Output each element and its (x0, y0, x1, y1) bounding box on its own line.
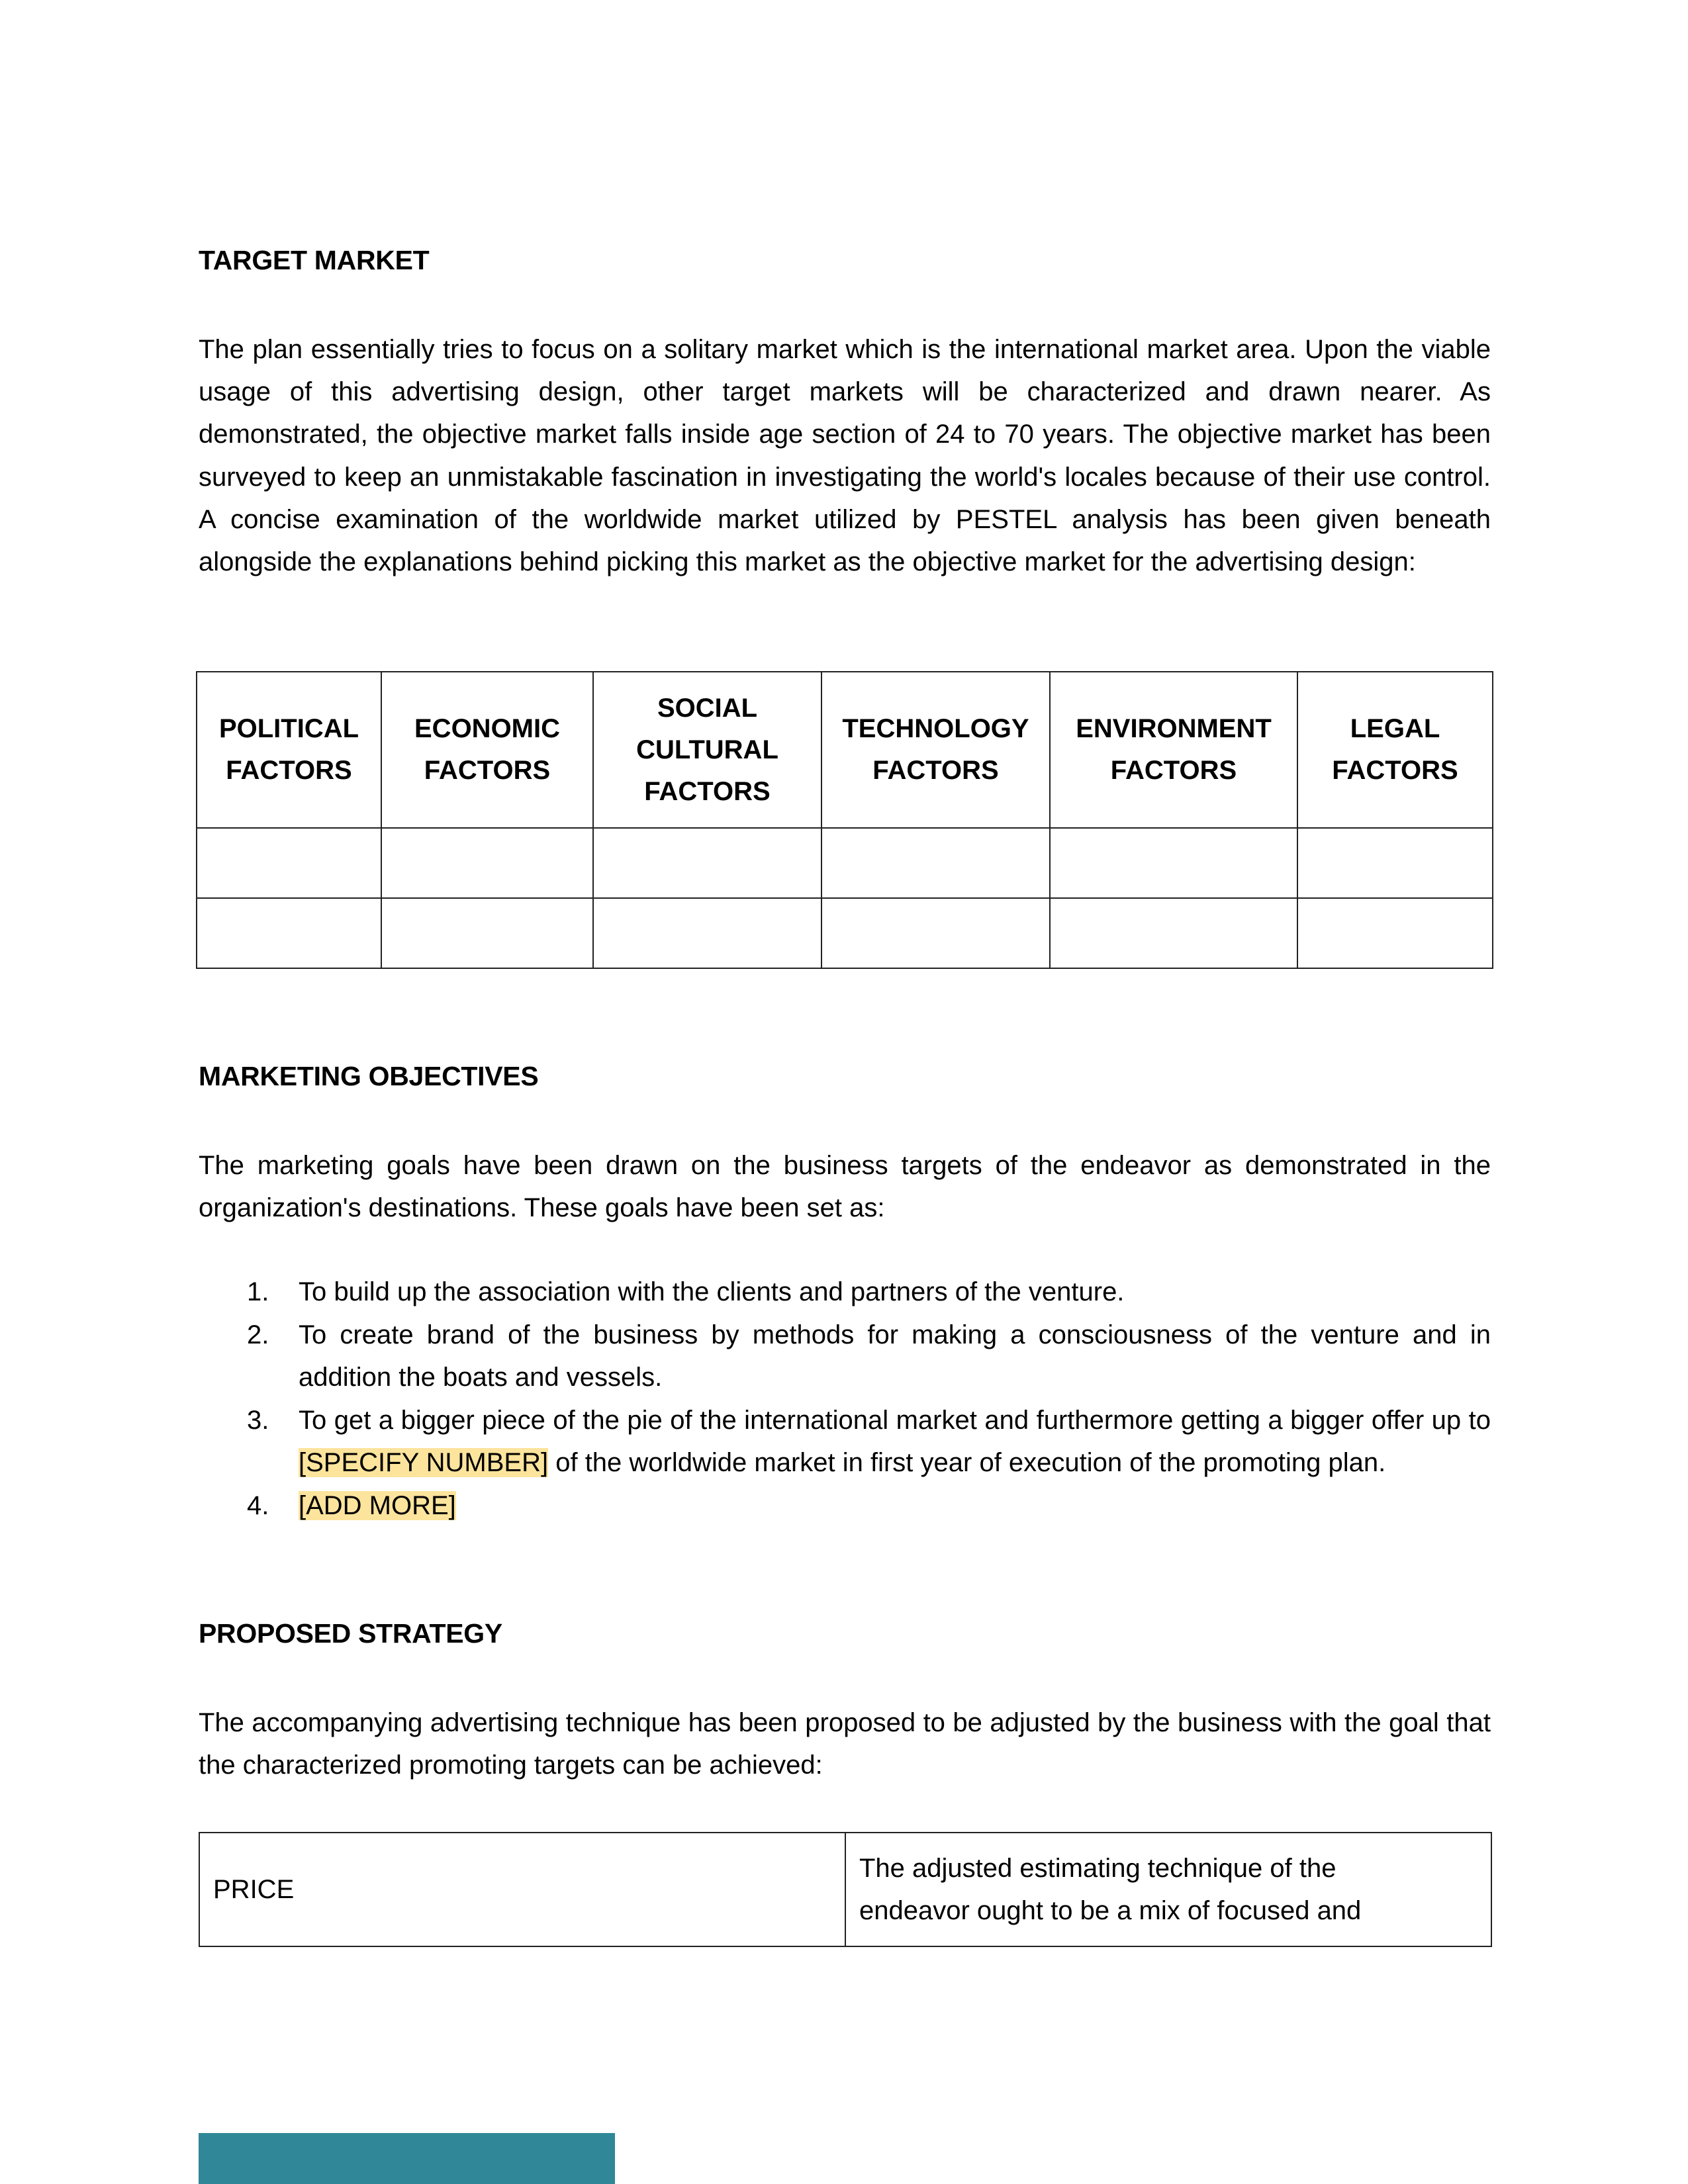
table-cell (197, 898, 381, 968)
target-market-paragraph: The plan essentially tries to focus on a solitary market which is the international market area. Upon the viable usage of this advertising design, other target markets will be characterized and drawn nearer. As demonstrated, the objective market falls inside age section of 24 to 70 years. The objective market has been surveyed to keep an unmistakable fascination in investigating the world's locales because of their use control. A concise examination of the worldwide market utilized by PESTEL analysis has been given beneath alongside the explanations behind picking this market as the objective market for the advertising design: (199, 335, 1491, 577)
table-cell (1050, 828, 1297, 898)
strategy-description-cell (845, 1833, 1491, 1946)
list-item (199, 1314, 1491, 1399)
list-item (199, 1399, 1491, 1484)
list-item (199, 1484, 1491, 1527)
pestel-table (196, 671, 1493, 969)
list-item-text: To create brand of the business by methods for making a consciousness of the venture and in addition the boats and vessels. (299, 1320, 1491, 1392)
strategy-description-line: The adjusted estimating technique of the (859, 1854, 1336, 1883)
list-item-text: To get a bigger piece of the pie of the international market and furthermore getting a bigger offer up to (299, 1405, 1491, 1435)
table-row (199, 1833, 1491, 1946)
table-cell (593, 898, 821, 968)
table-cell (1297, 898, 1493, 968)
list-number: 2. (247, 1320, 269, 1349)
pestel-header-technology: TECHNOLOGY FACTORS (821, 672, 1050, 828)
objectives-list (199, 1271, 1491, 1527)
add-more-placeholder: [ADD MORE] (299, 1490, 456, 1520)
table-cell (1050, 898, 1297, 968)
table-row (197, 898, 1493, 968)
table-cell (1297, 828, 1493, 898)
table-cell (381, 898, 593, 968)
strategy-description-line: endeavor ought to be a mix of focused and (859, 1896, 1362, 1925)
proposed-strategy-paragraph: The accompanying advertising technique has been proposed to be adjusted by the business with the goal that the characterized promoting targets can be achieved: (199, 1708, 1491, 1780)
marketing-objectives-heading: MARKETING OBJECTIVES (199, 1061, 539, 1091)
pestel-header-environment: ENVIRONMENT FACTORS (1050, 672, 1297, 828)
list-number: 1. (247, 1277, 269, 1306)
pestel-header-social-cultural: SOCIAL CULTURAL FACTORS (593, 672, 821, 828)
table-cell (381, 828, 593, 898)
table-cell (197, 828, 381, 898)
strategy-table (199, 1832, 1492, 1947)
marketing-objectives-paragraph: The marketing goals have been drawn on the business targets of the endeavor as demonstrated in the organization's destinations. These goals have been set as: (199, 1151, 1491, 1223)
specify-number-placeholder: [SPECIFY NUMBER] (299, 1448, 549, 1477)
proposed-strategy-heading: PROPOSED STRATEGY (199, 1618, 502, 1649)
table-cell (821, 828, 1050, 898)
target-market-heading: TARGET MARKET (199, 245, 430, 275)
footer-accent-bar (199, 2133, 615, 2184)
table-row (197, 828, 1493, 898)
pestel-header-row (197, 672, 1493, 828)
table-cell (821, 898, 1050, 968)
table-cell (593, 828, 821, 898)
pestel-header-legal: LEGAL FACTORS (1297, 672, 1493, 828)
list-item-text: To build up the association with the clients and partners of the venture. (299, 1277, 1125, 1306)
pestel-header-political: POLITICAL FACTORS (197, 672, 381, 828)
list-number: 4. (247, 1490, 269, 1520)
strategy-label-cell: PRICE (199, 1833, 845, 1946)
list-item (199, 1271, 1491, 1314)
list-item-text: of the worldwide market in first year of execution of the promoting plan. (548, 1448, 1386, 1477)
list-number: 3. (247, 1405, 269, 1435)
pestel-header-economic: ECONOMIC FACTORS (381, 672, 593, 828)
